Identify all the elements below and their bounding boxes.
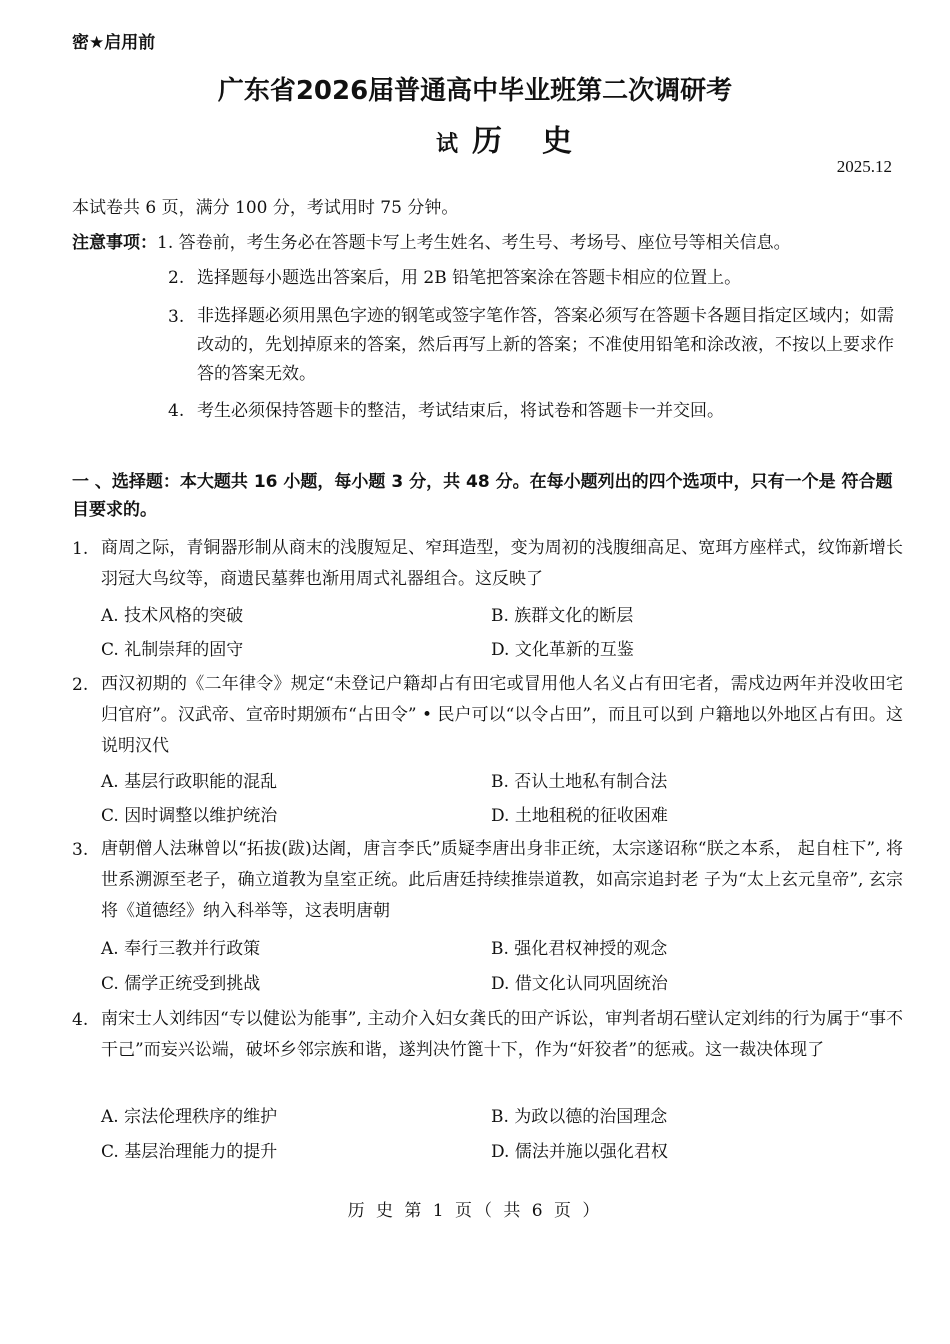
- question-1-stem: 商周之际，青铜器形制从商末的浅腹短足、窄珥造型，变为周初的浅腹细高足、宽珥方座样式，纹饰新增长羽冠大鸟纹等，商遗民墓葬也渐用周式礼器组合。这反映了: [101, 538, 903, 589]
- section-prefix: 一 、: [72, 472, 112, 492]
- subject-title: [436, 116, 612, 160]
- intro-text: 本试卷共 6 页，满分 100 分，考试用时 75 分钟。: [72, 198, 459, 218]
- question-2-stem: 西汉初期的《二年律令》规定“未登记户籍却占有田宅或冒用他人名义占有田宅者，需戍边两年并没收田宅归官府”。汉武帝、宣帝时期颁布“占田令” • 民户可以“以令占田”，而且可以到 户籍地以外地区占有田。这说明汉代: [101, 674, 903, 756]
- question-2-number: 2.: [72, 675, 89, 695]
- question-4-stem: 南宋士人刘纬因“专以健讼为能事”, 主动介入妇女龚氏的田产诉讼，审判者胡石壁认定刘纬的行为属于“事不干己”而妄兴讼端，破坏乡邻宗族和谐，遂判决竹篦十下，作为“奸狡者”的惩戒。这一裁决体现了: [101, 1009, 903, 1060]
- question-3-option-a: A. 奉行三教并行政策: [101, 939, 261, 959]
- confidential-label: 密★启用前: [72, 33, 156, 53]
- notice-item-2-num: 2.: [168, 268, 185, 288]
- question-3-number: 3.: [72, 840, 89, 860]
- question-1-option-d: D. 文化革新的互鉴: [491, 640, 634, 660]
- exam-title: 广东省2026届普通高中毕业班第二次调研考: [217, 76, 733, 106]
- question-3-stem: 唐朝僧人法琳曾以“拓拔(跋)达阇，唐言李氏”质疑李唐出身非正统，太宗遂诏称“朕之本系， 起自柱下”, 将世系溯源至老子，确立道教为皇室正统。此后唐廷持续推崇道教，如高宗追封老 子为“太上玄元皇帝”, 玄宗将《道德经》纳入科举等，这表明唐朝: [101, 839, 903, 921]
- question-2-option-c: C. 因时调整以维护统治: [101, 806, 278, 826]
- question-4-number: 4.: [72, 1010, 89, 1030]
- page-footer: 历 史 第 1 页（ 共 6 页 ）: [347, 1201, 603, 1221]
- question-3-option-c: C. 儒学正统受到挑战: [101, 974, 261, 994]
- question-1-number: 1.: [72, 539, 89, 559]
- section-text: 选择题：本大题共 16 小题，每小题 3 分，共 48 分。在每小题列出的四个选项中，只有一个是 符合题目要求的。: [72, 472, 893, 520]
- notice-item-2: 选择题每小题选出答案后，用 2B 铅笔把答案涂在答题卡相应的位置上。: [197, 268, 742, 288]
- notice-label: 注意事项：: [72, 233, 157, 253]
- question-3-option-d: D. 借文化认同巩固统治: [491, 974, 668, 994]
- question-4-option-b: B. 为政以德的治国理念: [491, 1107, 668, 1127]
- notice-item-3: 非选择题必须用黑色字迹的钢笔或签字笔作答，答案必须写在答题卡各题目指定区域内；如需改动的，先划掉原来的答案，然后再写上新的答案；不准使用铅笔和涂改液，不按以上要求作答的答案无效。: [197, 306, 894, 384]
- question-2-option-d: D. 土地租税的征收困难: [491, 806, 668, 826]
- notice-item-1: [72, 232, 791, 254]
- subject-name: 历史: [472, 124, 613, 159]
- notice-item-1-text: 1. 答卷前，考生务必在答题卡写上考生姓名、考生号、考场号、座位号等相关信息。: [157, 233, 791, 253]
- question-4-option-a: A. 宗法伦理秩序的维护: [101, 1107, 278, 1127]
- question-4-option-c: C. 基层治理能力的提升: [101, 1142, 278, 1162]
- exam-date: 2025.12: [836, 157, 892, 176]
- question-1-option-b: B. 族群文化的断层: [491, 606, 634, 626]
- notice-item-4-num: 4.: [168, 401, 185, 421]
- question-2-option-b: B. 否认土地私有制合法: [491, 772, 668, 792]
- question-1-option-a: A. 技术风格的突破: [101, 606, 244, 626]
- question-1-option-c: C. 礼制崇拜的固守: [101, 640, 244, 660]
- question-2-option-a: A. 基层行政职能的混乱: [101, 772, 278, 792]
- section-heading: [72, 468, 902, 524]
- notice-item-4: 考生必须保持答题卡的整洁，考试结束后，将试卷和答题卡一并交回。: [197, 401, 724, 421]
- notice-item-3-num: 3.: [168, 307, 185, 327]
- question-4-option-d: D. 儒法并施以强化君权: [491, 1142, 668, 1162]
- title-char: 试: [436, 132, 459, 157]
- question-3-option-b: B. 强化君权神授的观念: [491, 939, 668, 959]
